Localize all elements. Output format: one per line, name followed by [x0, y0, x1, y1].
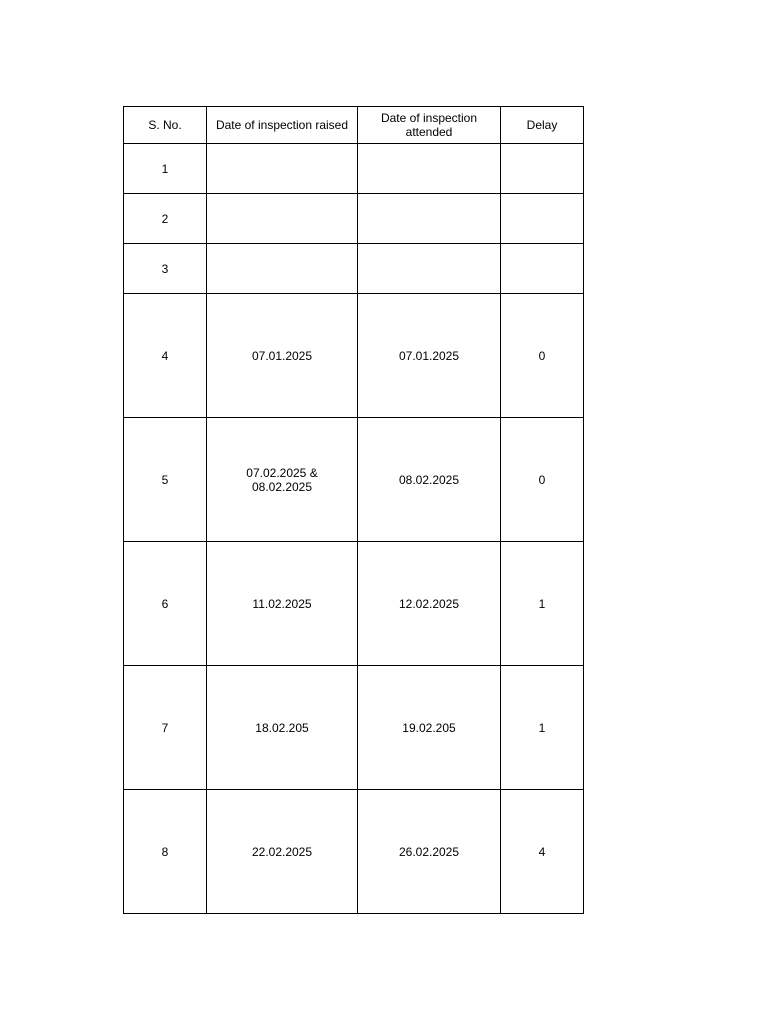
cell-date-raised: 11.02.2025 [207, 542, 358, 666]
cell-date-attended: 26.02.2025 [358, 790, 501, 914]
cell-date-raised: 18.02.205 [207, 666, 358, 790]
cell-date-attended [358, 244, 501, 294]
cell-serial-number: 4 [124, 294, 207, 418]
table-row [124, 542, 584, 666]
cell-delay: 0 [501, 418, 584, 542]
cell-delay: 4 [501, 790, 584, 914]
header-delay: Delay [501, 107, 584, 144]
cell-delay: 1 [501, 666, 584, 790]
inspection-delay-table [123, 106, 584, 914]
header-date-attended: Date of inspection attended [358, 107, 501, 144]
header-date-raised: Date of inspection raised [207, 107, 358, 144]
table-row [124, 244, 584, 294]
cell-date-raised [207, 244, 358, 294]
cell-date-raised [207, 144, 358, 194]
cell-date-attended: 12.02.2025 [358, 542, 501, 666]
cell-date-raised: 07.01.2025 [207, 294, 358, 418]
cell-serial-number: 7 [124, 666, 207, 790]
cell-delay: 1 [501, 542, 584, 666]
table-header-row [124, 107, 584, 144]
cell-date-attended: 08.02.2025 [358, 418, 501, 542]
cell-delay [501, 144, 584, 194]
cell-serial-number: 2 [124, 194, 207, 244]
cell-serial-number: 5 [124, 418, 207, 542]
cell-serial-number: 8 [124, 790, 207, 914]
cell-date-attended: 07.01.2025 [358, 294, 501, 418]
table-row [124, 144, 584, 194]
cell-date-attended [358, 144, 501, 194]
cell-serial-number: 1 [124, 144, 207, 194]
cell-delay [501, 194, 584, 244]
table-row [124, 194, 584, 244]
table-row [124, 790, 584, 914]
table-row [124, 666, 584, 790]
table-row [124, 294, 584, 418]
header-serial-number: S. No. [124, 107, 207, 144]
table-row [124, 418, 584, 542]
cell-serial-number: 3 [124, 244, 207, 294]
cell-serial-number: 6 [124, 542, 207, 666]
cell-delay [501, 244, 584, 294]
cell-date-attended [358, 194, 501, 244]
cell-date-attended: 19.02.205 [358, 666, 501, 790]
cell-delay: 0 [501, 294, 584, 418]
cell-date-raised: 22.02.2025 [207, 790, 358, 914]
cell-date-raised [207, 194, 358, 244]
cell-date-raised: 07.02.2025 & 08.02.2025 [207, 418, 358, 542]
